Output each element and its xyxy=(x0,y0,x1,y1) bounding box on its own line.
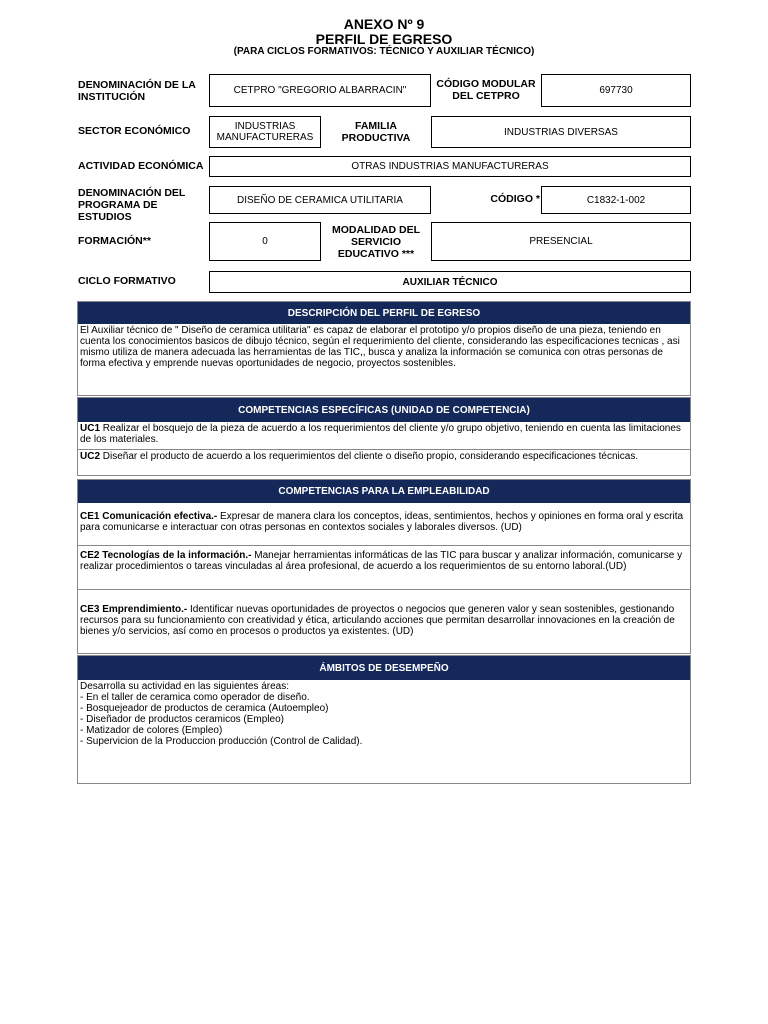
ce2-title: CE2 Tecnologías de la información.- xyxy=(80,550,252,561)
modalidad-value: PRESENCIAL xyxy=(529,236,593,247)
modalidad-label: MODALIDAD DEL SERVICIO EDUCATIVO *** xyxy=(331,223,421,260)
uc2-code: UC2 xyxy=(80,451,101,462)
descripcion-header: DESCRIPCIÓN DEL PERFIL DE EGRESO xyxy=(78,302,690,324)
formacion-value: 0 xyxy=(262,236,268,247)
ambitos-line: - Bosquejeador de productos de ceramica (Autoempleo) xyxy=(80,703,329,714)
ambitos-line: - Diseñador de productos ceramicos (Empleo) xyxy=(80,714,284,725)
document-note: (PARA CICLOS FORMATIVOS: TÉCNICO Y AUXILIAR TÉCNICO) xyxy=(233,46,535,57)
codigo-value: C1832-1-002 xyxy=(586,194,646,206)
programa-field xyxy=(209,186,431,214)
modalidad-field xyxy=(431,222,691,261)
uc1-text: Realizar el bosquejo de la pieza de acuerdo a los requerimientos del cliente y/o grupo objetivo, teniendo en cuenta las limitaciones de los materiales. xyxy=(80,423,681,445)
ce1-title: CE1 Comunicación efectiva.- xyxy=(80,511,218,522)
uc2-text: Diseñar el producto de acuerdo a los requerimientos del cliente o diseño propio, considerando especificaciones técnicas. xyxy=(100,451,639,462)
ambitos-intro: Desarrolla su actividad en las siguientes áreas: xyxy=(80,681,289,692)
descripcion-section xyxy=(77,301,691,396)
actividad-field xyxy=(209,156,691,177)
ce3-row xyxy=(78,589,690,653)
ce1-row xyxy=(78,503,690,545)
ciclo-value: AUXILIAR TÉCNICO xyxy=(402,276,498,288)
competencias-especificas-header: COMPETENCIAS ESPECÍFICAS (UNIDAD DE COMPETENCIA) xyxy=(78,398,690,422)
ce2-row xyxy=(78,545,690,589)
institucion-field xyxy=(209,74,431,107)
ambitos-line: - Matizador de colores (Empleo) xyxy=(80,725,223,736)
empleabilidad-header: COMPETENCIAS PARA LA EMPLEABILIDAD xyxy=(78,480,690,503)
actividad-label: ACTIVIDAD ECONÓMICA xyxy=(78,160,204,172)
uc1-code: UC1 xyxy=(80,423,101,434)
programa-value: DISEÑO DE CERAMICA UTILITARIA xyxy=(237,194,403,206)
document-subtitle: PERFIL DE EGRESO xyxy=(315,31,453,47)
codigo-modular-value: 697730 xyxy=(599,85,633,96)
formacion-label: FORMACIÓN** xyxy=(78,235,151,247)
document-title: ANEXO Nº 9 xyxy=(343,16,425,32)
familia-label: FAMILIA PRODUCTIVA xyxy=(341,120,411,144)
programa-label: DENOMINACIÓN DEL PROGRAMA DE ESTUDIOS xyxy=(78,187,186,223)
ambitos-header: ÁMBITOS DE DESEMPEÑO xyxy=(78,656,690,680)
uc2-row xyxy=(78,449,690,475)
institucion-label: DENOMINACIÓN DE LA INSTITUCIÓN xyxy=(78,79,196,103)
actividad-value: OTRAS INDUSTRIAS MANUFACTURERAS xyxy=(351,161,549,172)
descripcion-text: El Auxiliar técnico de " Diseño de ceramica utilitaria" es capaz de elaborar el prototipo y/o propios diseño de una pieza, teniendo en cuenta los conocimientos basicos de dibujo técnico, según el requerimiento del cliente, considerando las especificaciones tecnicas , asi mismo utiliza de manera adecuada las herramientas de las TIC,, busca y analiza la información se comunica con otras personas de forma efectiva y emprende nuevas oportunidades de negocio, proyectos sostenibles. xyxy=(80,325,680,369)
ambitos-line: - Supervicion de la Produccion producción (Control de Calidad). xyxy=(80,736,363,747)
ce3-text: Identificar nuevas oportunidades de proyectos o negocios que generen valor y sean sostenibles, gestionando recursos para su funcionamiento con creatividad y ética, articulando acciones que permitan desarrollar innovaciones en la creación de bienes y/o servicios, así como en procesos o productos ya existentes. (UD) xyxy=(80,604,675,637)
uc1-row xyxy=(78,422,690,449)
sector-label: SECTOR ECONÓMICO xyxy=(78,125,191,137)
familia-field xyxy=(431,116,691,148)
empleabilidad-section xyxy=(77,479,691,654)
codigo-modular-field xyxy=(541,74,691,107)
ce3-title: CE3 Emprendimiento.- xyxy=(80,604,188,615)
sector-field xyxy=(209,116,321,148)
ambitos-line: - En el taller de ceramica como operador de diseño. xyxy=(80,692,310,703)
sector-value: INDUSTRIAS MANUFACTURERAS xyxy=(216,121,314,143)
formacion-field xyxy=(209,222,321,261)
institucion-value: CETPRO "GREGORIO ALBARRACIN" xyxy=(233,85,407,96)
ce1-text: Expresar de manera clara los conceptos, ideas, sentimientos, hechos y opiniones en forma oral y escrita para comunicarse e interactuar con otras personas en contextos sociales y laborales diversos. (UD) xyxy=(80,511,684,533)
competencias-especificas-section xyxy=(77,397,691,476)
ciclo-label: CICLO FORMATIVO xyxy=(78,275,176,287)
familia-value: INDUSTRIAS DIVERSAS xyxy=(504,126,618,138)
codigo-field xyxy=(541,186,691,214)
ambitos-section xyxy=(77,655,691,784)
ce2-text: Manejar herramientas informáticas de las TIC para buscar y analizar información, comunicarse y realizar procedimientos o tareas vinculadas al área profesional, de acuerdo a los requerimientos de su entorno laboral.(UD) xyxy=(80,550,683,572)
codigo-label: CÓDIGO * xyxy=(490,193,540,205)
codigo-modular-label: CÓDIGO MODULAR DEL CETPRO xyxy=(436,78,536,102)
ciclo-field xyxy=(209,271,691,293)
